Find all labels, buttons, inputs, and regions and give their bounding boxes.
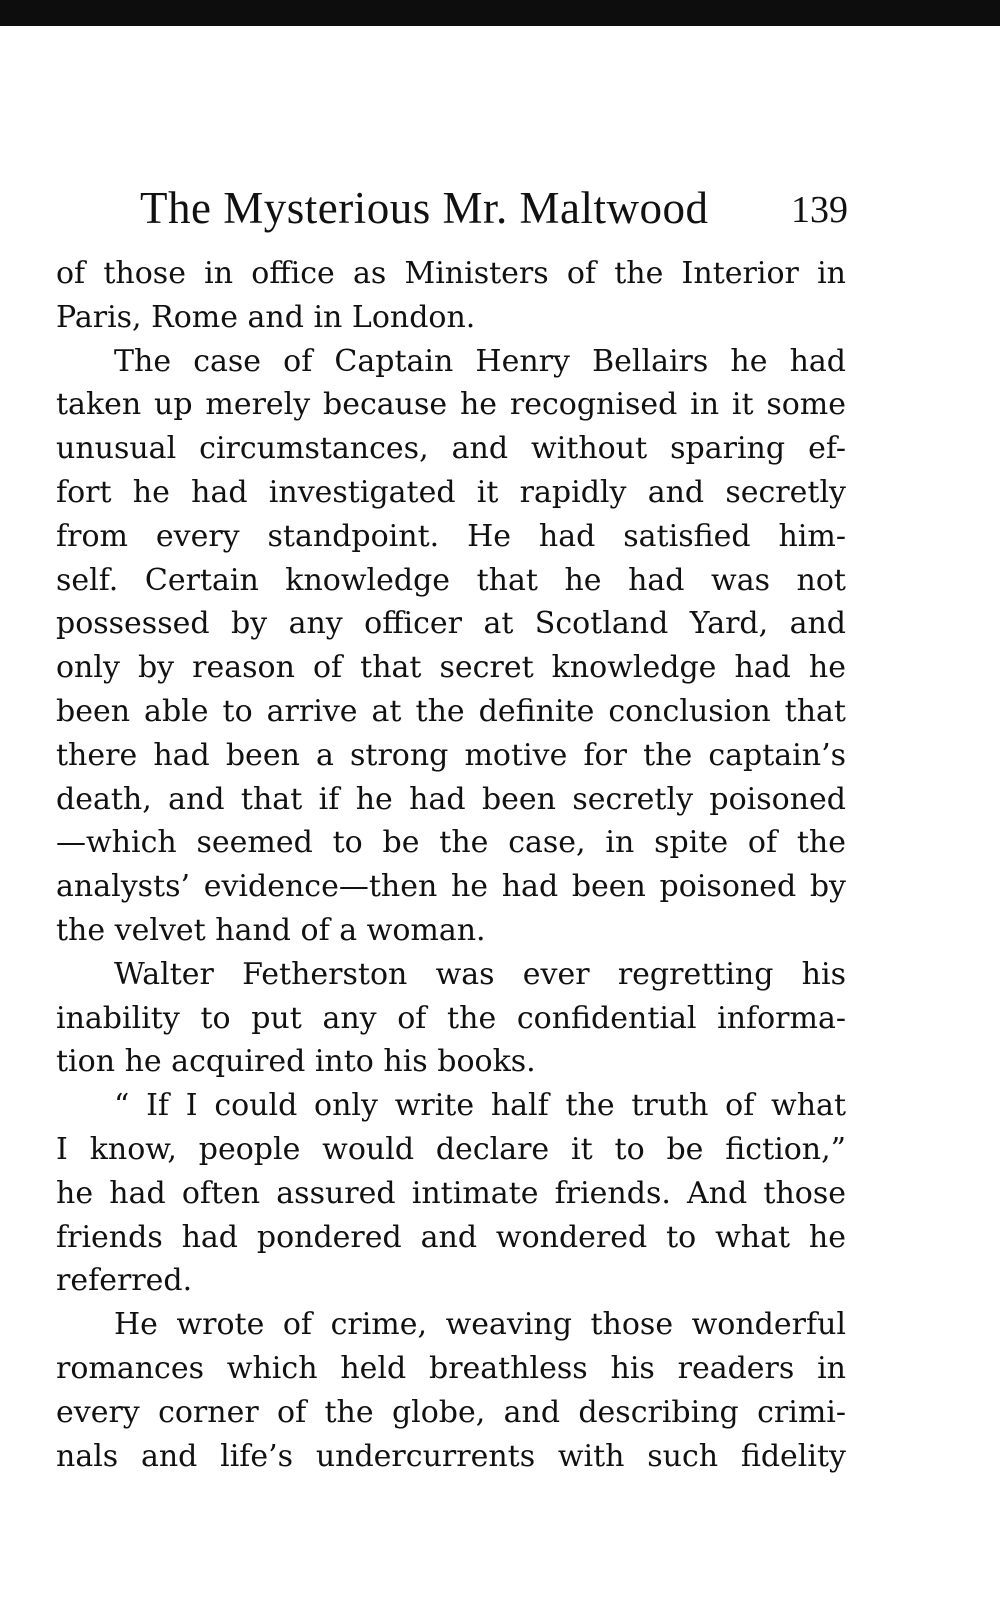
text-line: romances which held breathless his readers in — [56, 1350, 846, 1386]
text-line: unusual circumstances, and without sparing ef- — [56, 431, 846, 467]
text-line: friends had pondered and wondered to what he — [56, 1219, 846, 1255]
text-line: of those in office as Ministers of the Interior in — [56, 256, 846, 291]
text-line: he had often assured intimate friends. And those — [56, 1175, 846, 1211]
text-line: Paris, Rome and in London. — [56, 299, 476, 335]
text-line: analysts’ evidence—then he had been poisoned by — [56, 869, 846, 905]
page-number: 139 — [791, 189, 848, 231]
body-text — [56, 252, 846, 1478]
text-line: self. Certain knowledge that he had was not — [56, 562, 846, 598]
text-line: Walter Fetherston was ever regretting his — [114, 956, 846, 992]
text-line: The case of Captain Henry Bellairs he had — [114, 343, 846, 379]
text-line: I know, people would declare it to be fiction,” — [56, 1131, 846, 1167]
text-line: nals and life’s undercurrents with such fidelity — [56, 1438, 846, 1474]
text-line: —which seemed to be the case, in spite of the — [56, 825, 846, 861]
text-line: from every standpoint. He had satisfied him- — [56, 518, 846, 554]
text-line: fort he had investigated it rapidly and secretly — [56, 474, 846, 510]
text-line: there had been a strong motive for the captain’s — [56, 737, 846, 773]
text-line: “ If I could only write half the truth of what — [114, 1088, 846, 1124]
text-line: He wrote of crime, weaving those wonderful — [114, 1307, 846, 1343]
text-line: possessed by any officer at Scotland Yard, and — [56, 606, 846, 642]
text-line: tion he acquired into his books. — [56, 1044, 536, 1080]
text-line: death, and that if he had been secretly poisoned — [56, 781, 846, 817]
text-line: every corner of the globe, and describing crimi- — [56, 1394, 846, 1430]
scan-edge-bar — [0, 0, 1000, 26]
running-head — [140, 180, 860, 236]
running-head-title: The Mysterious Mr. Maltwood — [140, 183, 709, 233]
text-line: inability to put any of the confidential informa- — [56, 1000, 846, 1036]
text-line: the velvet hand of a woman. — [56, 912, 486, 948]
text-line: only by reason of that secret knowledge had he — [56, 650, 846, 686]
text-line: been able to arrive at the definite conclusion that — [56, 693, 846, 729]
text-line: referred. — [56, 1263, 193, 1299]
text-line: taken up merely because he recognised in it some — [56, 387, 846, 423]
